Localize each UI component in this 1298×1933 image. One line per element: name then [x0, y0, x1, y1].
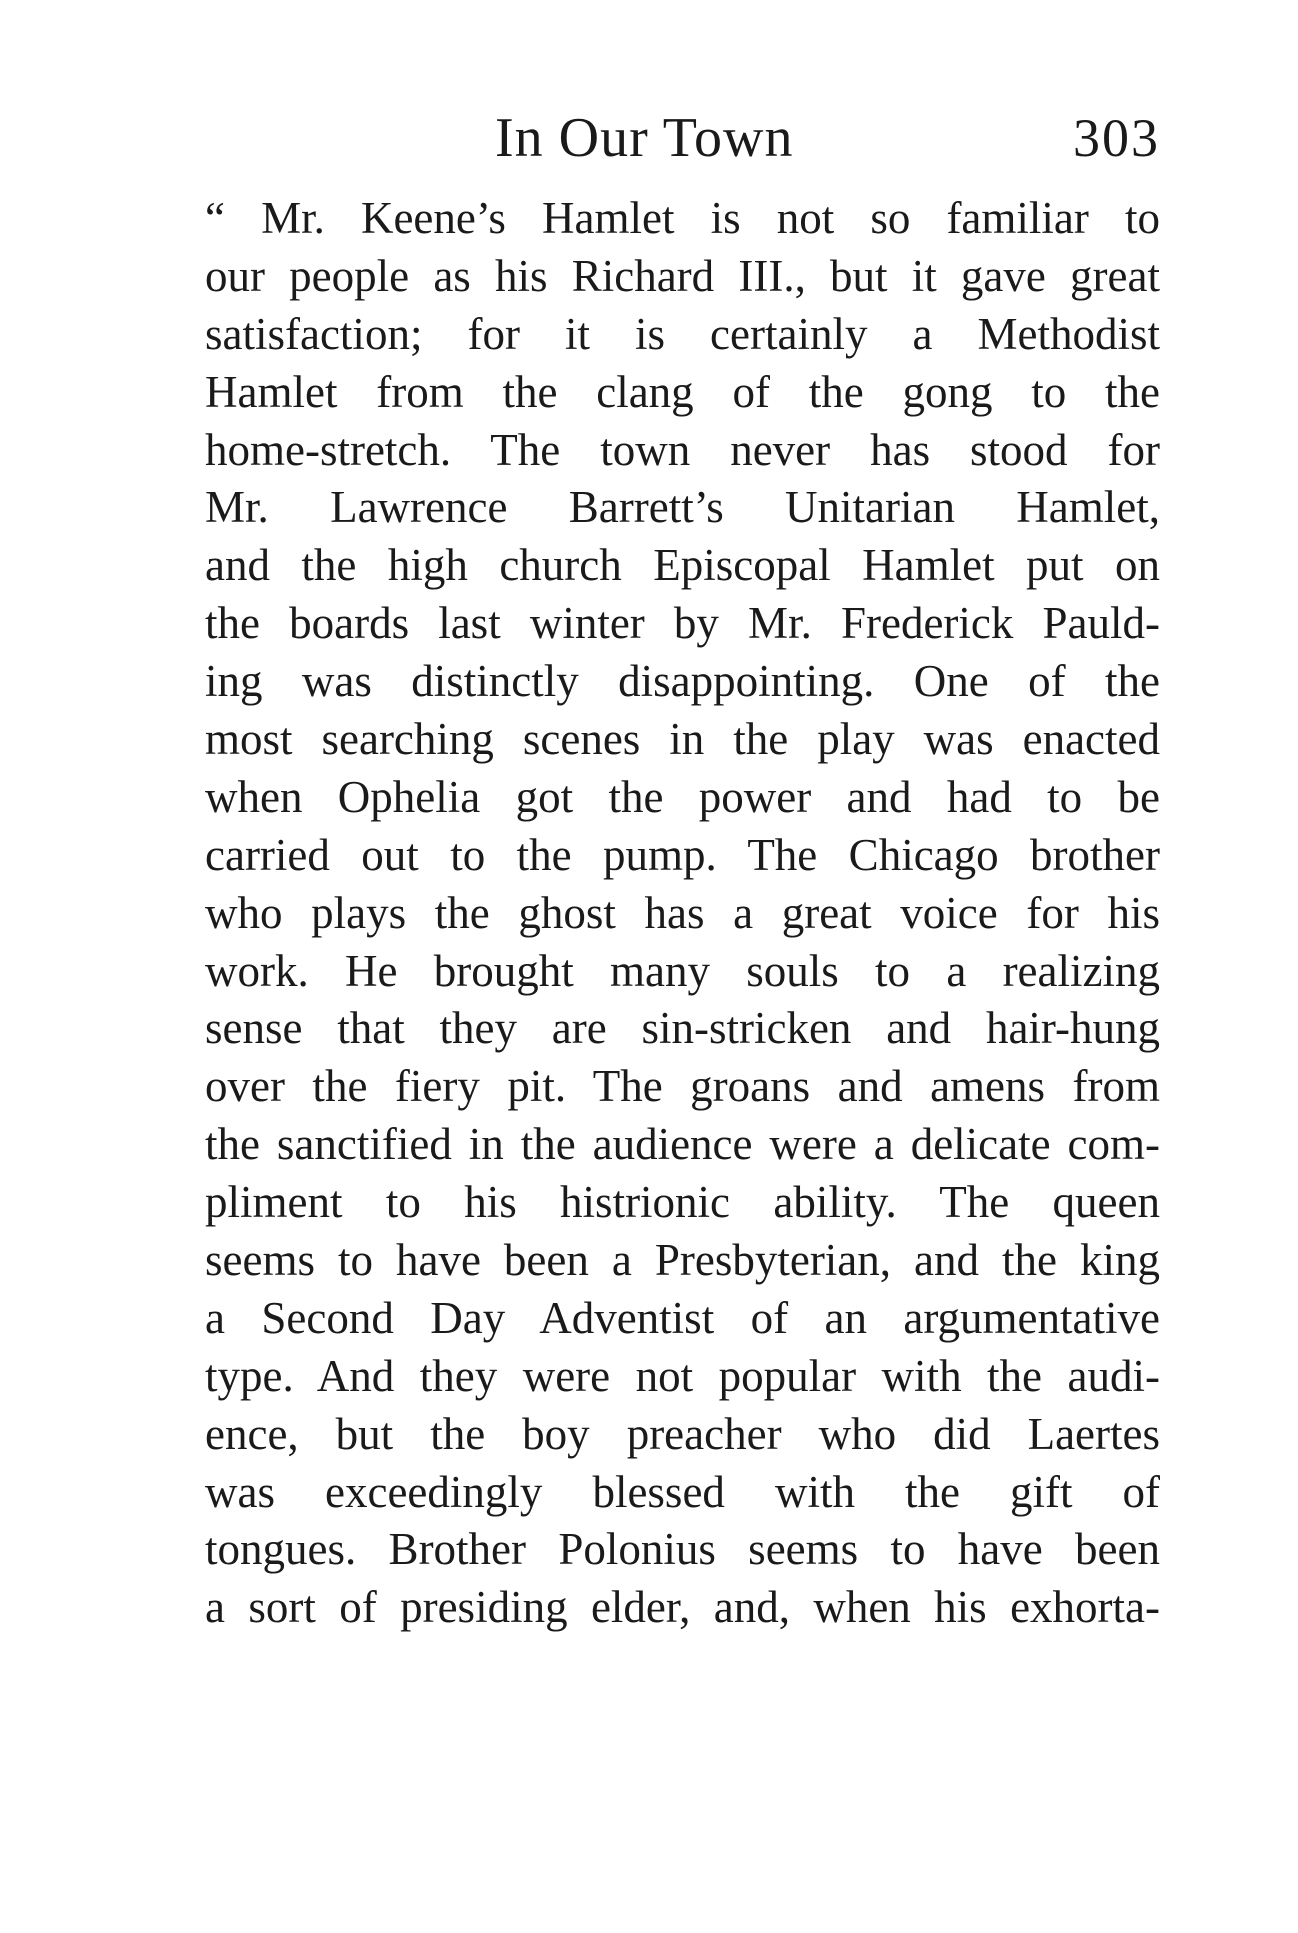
text-line: Hamlet from the clang of the gong to the — [205, 366, 1160, 417]
text-line: work. He brought many souls to a realizing — [205, 945, 1160, 996]
running-head — [205, 108, 1160, 168]
text-line: ing was distinctly disappointing. One of the — [205, 656, 1160, 707]
text-line: the sanctified in the audience were a delicate com- — [205, 1119, 1160, 1170]
text-line: our people as his Richard III., but it gave great — [205, 250, 1160, 301]
text-line: Mr. Lawrence Barrett’s Unitarian Hamlet, — [205, 482, 1160, 533]
text-line: tongues. Brother Polonius seems to have been — [205, 1524, 1160, 1575]
text-line: who plays the ghost has a great voice for his — [205, 887, 1160, 938]
text-line: when Ophelia got the power and had to be — [205, 771, 1160, 822]
text-line: was exceedingly blessed with the gift of — [205, 1466, 1160, 1517]
running-title: In Our Town — [495, 107, 794, 169]
text-line: over the fiery pit. The groans and amens from — [205, 1061, 1160, 1112]
text-line: carried out to the pump. The Chicago brother — [205, 829, 1160, 880]
text-line: pliment to his histrionic ability. The queen — [205, 1177, 1160, 1228]
text-line: “ Mr. Keene’s Hamlet is not so familiar to — [205, 193, 1160, 243]
text-line: most searching scenes in the play was enacted — [205, 714, 1160, 765]
text-line: a Second Day Adventist of an argumentative — [205, 1292, 1160, 1343]
text-line: a sort of presiding elder, and, when his exhorta- — [205, 1582, 1160, 1633]
text-line: seems to have been a Presbyterian, and the king — [205, 1235, 1160, 1286]
text-line: satisfaction; for it is certainly a Methodist — [205, 308, 1160, 359]
text-line: type. And they were not popular with the audi- — [205, 1350, 1160, 1401]
text-line: and the high church Episcopal Hamlet put on — [205, 540, 1160, 591]
text-line: sense that they are sin-stricken and hair-hung — [205, 1003, 1160, 1054]
body-text — [205, 190, 1160, 1637]
text-line: ence, but the boy preacher who did Laertes — [205, 1408, 1160, 1459]
page-number: 303 — [1073, 108, 1160, 168]
text-line: home-stretch. The town never has stood for — [205, 424, 1160, 475]
text-line: the boards last winter by Mr. Frederick Pauld- — [205, 598, 1160, 649]
